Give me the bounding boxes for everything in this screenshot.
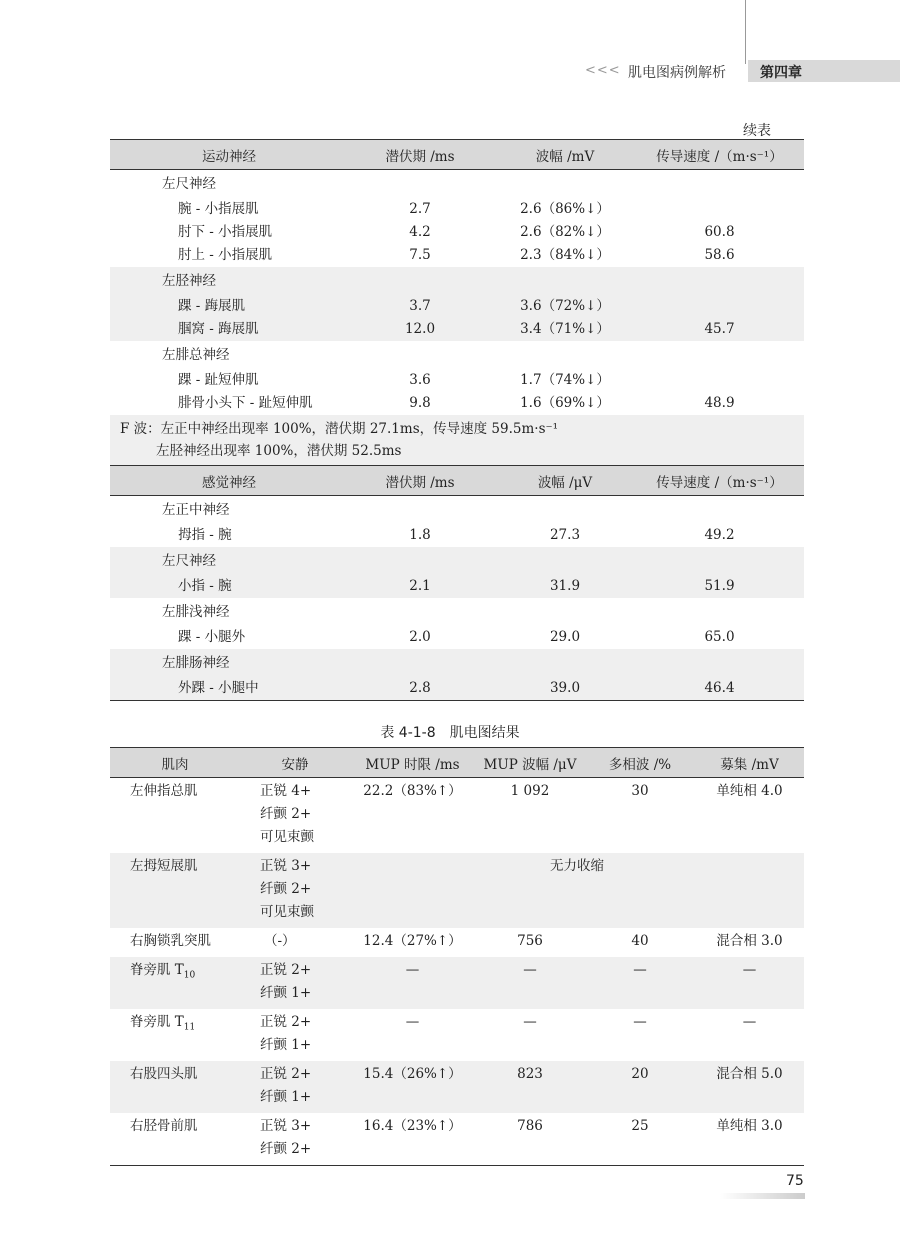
table-row	[110, 575, 804, 598]
site-cell: 拇指 - 腕	[178, 527, 232, 543]
emg-header-col-3: MUP 时限 /ms	[350, 748, 475, 778]
amplitude-cell: 31.9	[549, 578, 581, 594]
amplitude-cell: 3.4（71%↓）	[520, 321, 610, 337]
latency-cell: 2.0	[409, 629, 431, 645]
recruitment-cell: 单纯相 3.0	[695, 1113, 804, 1166]
site-cell: 肘下 - 小指展肌	[178, 224, 273, 240]
f-wave-line-1: F 波：左正中神经出现率 100%，潜伏期 27.1ms，传导速度 59.5m·s⁻¹	[120, 421, 559, 437]
f-wave-line-2: 左胫神经出现率 100%，潜伏期 52.5ms	[156, 443, 402, 459]
velocity-cell: 60.8	[704, 224, 735, 240]
emg-results-table	[110, 747, 804, 1166]
mup-duration-cell: 15.4（26%↑）	[363, 1066, 462, 1082]
latency-cell: 7.5	[409, 247, 431, 263]
page-header	[0, 60, 900, 82]
mup-amplitude-cell: 1 092	[510, 783, 550, 799]
rest-line: 正锐 2+	[260, 1014, 312, 1030]
velocity-cell: 51.9	[704, 578, 735, 594]
mup-amplitude-cell: 756	[517, 933, 543, 949]
rest-line: 正锐 3+	[260, 858, 312, 874]
polyphasic-cell: —	[633, 1014, 647, 1030]
rest-line: 正锐 2+	[260, 1066, 312, 1082]
motor-header-col-3: 波幅 /mV	[495, 140, 635, 170]
muscle-cell	[110, 957, 240, 1009]
sensory-group-superficial-peroneal	[110, 598, 804, 626]
f-wave-note	[110, 415, 804, 466]
mup-duration-cell: —	[405, 1014, 420, 1030]
sensory-header-row	[110, 466, 804, 496]
rest-line: 可见束颤	[260, 829, 314, 845]
rest-cell	[240, 957, 350, 1009]
site-cell: 外踝 - 小腿中	[110, 677, 345, 701]
table-row	[110, 392, 804, 415]
table-row	[110, 677, 804, 701]
mup-duration-cell: 22.2（83%↑）	[363, 783, 462, 799]
header-chapter: 第四章	[748, 60, 900, 82]
group-name: 左腓肠神经	[162, 655, 230, 671]
rest-line: （-）	[264, 933, 296, 949]
group-name: 左腓总神经	[162, 347, 230, 363]
amplitude-cell: 2.6（86%↓）	[520, 201, 610, 217]
polyphasic-cell: —	[633, 962, 647, 978]
muscle-subscript: 10	[183, 970, 196, 981]
latency-cell: 3.7	[409, 298, 431, 314]
site-cell: 踝 - 小腿外	[178, 629, 246, 645]
mup-amplitude-cell: —	[523, 1014, 537, 1030]
velocity-cell	[635, 369, 804, 392]
table-row	[110, 626, 804, 649]
rest-line: 纤颤 2+	[260, 1141, 312, 1157]
sensory-header-col-3: 波幅 /μV	[495, 466, 635, 496]
page-number-bar	[720, 1193, 805, 1199]
site-cell: 腕 - 小指展肌	[178, 201, 259, 217]
polyphasic-cell: 30	[631, 783, 649, 799]
table-row	[110, 244, 804, 267]
latency-cell: 4.2	[409, 224, 431, 240]
polyphasic-cell: 40	[631, 933, 649, 949]
motor-header-col-1: 运动神经	[110, 140, 345, 170]
muscle-cell	[110, 1009, 240, 1061]
rest-cell	[240, 1009, 350, 1061]
sensory-header-col-1: 感觉神经	[110, 466, 345, 496]
header-title: 肌电图病例解析	[628, 65, 726, 81]
site-cell: 踝 - 趾短伸肌	[178, 372, 259, 388]
motor-header-col-4: 传导速度 /（m·s⁻¹）	[635, 140, 804, 170]
note-cell: 无力收缩	[550, 858, 604, 874]
polyphasic-cell: 25	[585, 1113, 695, 1166]
header-arrows: <<<	[585, 63, 621, 78]
motor-header-row	[110, 140, 804, 170]
rest-line: 纤颤 2+	[260, 806, 312, 822]
rest-line: 纤颤 1+	[260, 1037, 312, 1053]
emg-header-col-1: 肌肉	[110, 748, 240, 778]
group-name: 左胫神经	[162, 273, 216, 289]
table-row	[110, 778, 804, 854]
velocity-cell	[635, 295, 804, 318]
recruitment-cell: 混合相 3.0	[716, 933, 783, 949]
velocity-cell: 45.7	[704, 321, 735, 337]
latency-cell: 2.8	[345, 677, 495, 701]
latency-cell: 2.1	[409, 578, 431, 594]
rest-cell	[240, 928, 350, 957]
muscle-cell: 左伸指总肌	[130, 783, 198, 799]
sensory-group-ulnar	[110, 547, 804, 575]
rest-line: 正锐 3+	[260, 1118, 312, 1134]
mup-duration-cell: 12.4（27%↑）	[363, 933, 462, 949]
mup-amplitude-cell: 786	[475, 1113, 585, 1166]
velocity-cell: 49.2	[704, 527, 735, 543]
page-number: 75	[786, 1173, 804, 1189]
sensory-header-col-4: 传导速度 /（m·s⁻¹）	[635, 466, 804, 496]
rest-cell	[240, 1113, 350, 1166]
site-cell: 腓骨小头下 - 趾短伸肌	[178, 395, 313, 411]
table-row	[110, 1113, 804, 1166]
rest-cell	[240, 778, 350, 854]
sensory-header-col-2: 潜伏期 /ms	[345, 466, 495, 496]
mup-amplitude-cell: 823	[517, 1066, 543, 1082]
table-row	[110, 318, 804, 341]
table-caption: 表 4-1-8 肌电图结果	[380, 725, 520, 741]
muscle-name: 脊旁肌 T	[130, 1014, 184, 1030]
table-row	[110, 295, 804, 318]
rest-line: 正锐 4+	[260, 783, 312, 799]
recruitment-cell: —	[742, 962, 757, 978]
emg-header-col-4: MUP 波幅 /μV	[475, 748, 585, 778]
amplitude-cell: 29.0	[549, 629, 581, 645]
amplitude-cell: 1.6（69%↓）	[520, 395, 610, 411]
muscle-cell: 右胸锁乳突肌	[130, 933, 211, 949]
table-row	[110, 524, 804, 547]
rest-line: 可见束颤	[260, 904, 314, 920]
amplitude-cell: 27.3	[549, 527, 581, 543]
table-row	[110, 853, 804, 928]
latency-cell: 2.7	[409, 201, 431, 217]
amplitude-cell: 2.6（82%↓）	[520, 224, 610, 240]
site-cell: 肘上 - 小指展肌	[178, 247, 273, 263]
latency-cell: 1.8	[409, 527, 431, 543]
velocity-cell: 58.6	[704, 247, 735, 263]
site-cell: 小指 - 腕	[178, 578, 232, 594]
site-cell: 腘窝 - 踇展肌	[178, 321, 259, 337]
recruitment-cell: —	[742, 1014, 757, 1030]
group-name: 左尺神经	[162, 553, 216, 569]
sensory-group-sural	[110, 649, 804, 677]
amplitude-cell: 39.0	[495, 677, 635, 701]
velocity-cell: 65.0	[704, 629, 735, 645]
latency-cell: 9.8	[409, 395, 431, 411]
table-row	[110, 957, 804, 1009]
rest-line: 纤颤 1+	[260, 985, 312, 1001]
motor-group-ulnar	[110, 170, 804, 199]
muscle-cell: 右胫骨前肌	[110, 1113, 240, 1166]
table-row	[110, 928, 804, 957]
sensory-group-median	[110, 496, 804, 525]
rest-line: 纤颤 2+	[260, 881, 312, 897]
rest-line: 纤颤 1+	[260, 1089, 312, 1105]
recruitment-cell: 单纯相 4.0	[716, 783, 783, 799]
group-name: 左腓浅神经	[162, 604, 230, 620]
table-row	[110, 369, 804, 392]
site-cell: 踝 - 踇展肌	[178, 298, 246, 314]
continued-label: 续表	[743, 123, 771, 139]
emg-header-col-6: 募集 /mV	[695, 748, 804, 778]
emg-header-row	[110, 748, 804, 778]
table-row	[110, 198, 804, 221]
amplitude-cell: 2.3（84%↓）	[520, 247, 610, 263]
muscle-name: 脊旁肌 T	[130, 962, 184, 978]
header-divider	[745, 0, 746, 64]
mup-duration-cell: 16.4（23%↑）	[350, 1113, 475, 1166]
table-row	[110, 1009, 804, 1061]
table-row	[110, 221, 804, 244]
muscle-subscript: 11	[183, 1022, 196, 1033]
latency-cell: 12.0	[404, 321, 436, 337]
velocity-cell: 46.4	[635, 677, 804, 701]
muscle-cell: 左拇短展肌	[130, 858, 198, 874]
motor-group-peroneal	[110, 341, 804, 369]
emg-header-col-2: 安静	[240, 748, 350, 778]
group-name: 左尺神经	[162, 176, 216, 192]
rest-cell	[240, 1061, 350, 1113]
velocity-cell	[635, 198, 804, 221]
mup-amplitude-cell: —	[523, 962, 537, 978]
rest-line: 正锐 2+	[260, 962, 312, 978]
amplitude-cell: 3.6（72%↓）	[520, 298, 610, 314]
rest-cell	[240, 853, 350, 928]
table-row	[110, 1061, 804, 1113]
mup-duration-cell: —	[405, 962, 420, 978]
recruitment-cell: 混合相 5.0	[716, 1066, 783, 1082]
group-name: 左正中神经	[162, 502, 230, 518]
muscle-cell: 右股四头肌	[130, 1066, 198, 1082]
polyphasic-cell: 20	[631, 1066, 649, 1082]
amplitude-cell: 1.7（74%↓）	[520, 372, 610, 388]
latency-cell: 3.6	[409, 372, 431, 388]
nerve-conduction-table	[110, 139, 804, 701]
motor-group-tibial	[110, 267, 804, 295]
velocity-cell: 48.9	[704, 395, 735, 411]
emg-header-col-5: 多相波 /%	[585, 748, 695, 778]
motor-header-col-2: 潜伏期 /ms	[345, 140, 495, 170]
